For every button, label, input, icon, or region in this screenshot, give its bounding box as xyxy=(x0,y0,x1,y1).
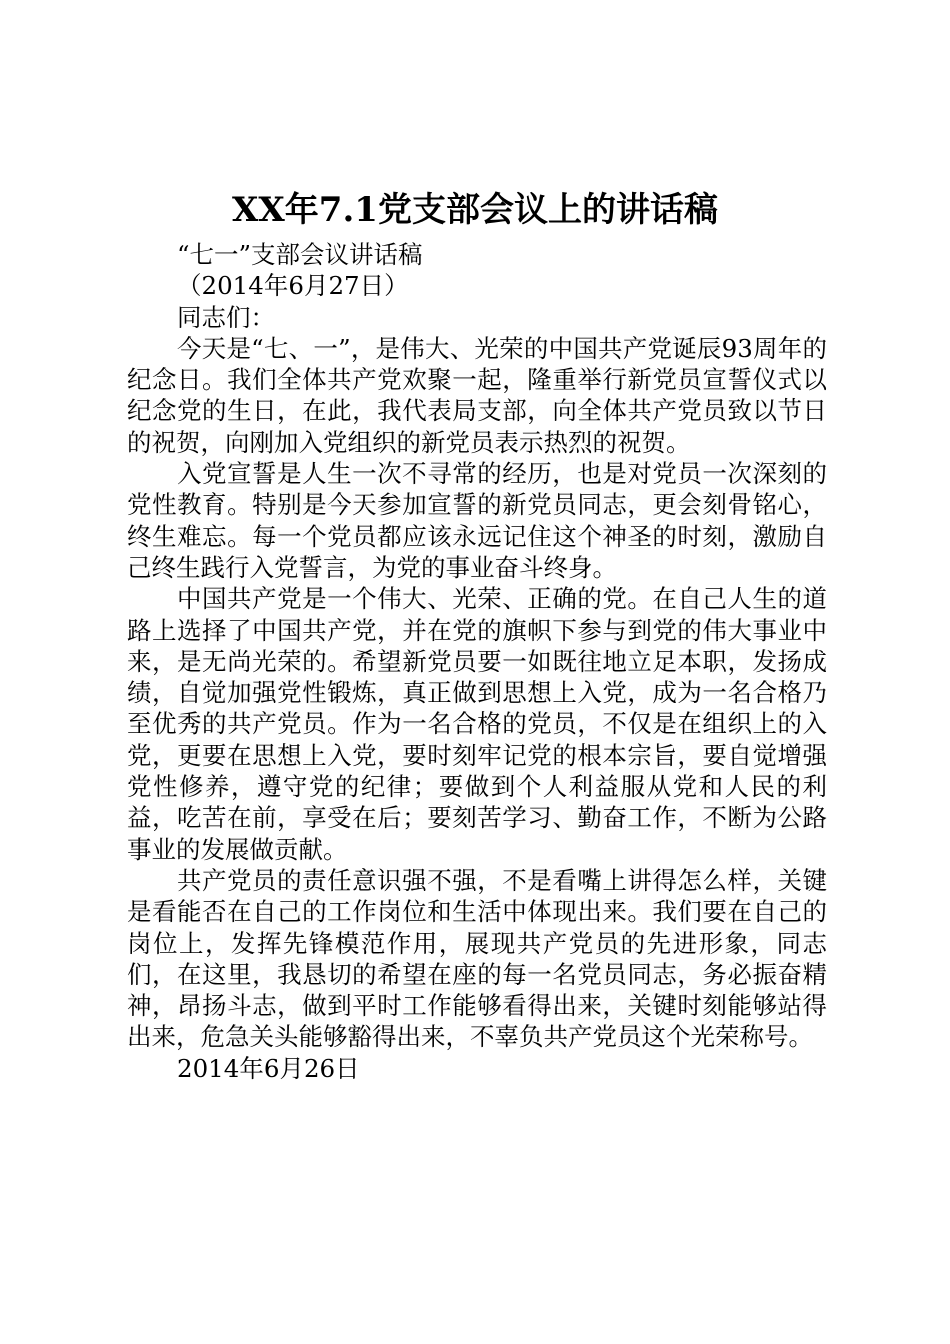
paragraph-3: 中国共产党是一个伟大、光荣、正确的党。在自己人生的道路上选择了中国共产党，并在党的旗帜下参与到党的伟大事业中来，是无尚光荣的。希望新党员要一如既往地立足本职，发扬成绩，自觉加强党性锻炼，真正做到思想上入党，成为一名合格乃至优秀的共产党员。作为一名合格的党员，不仅是在组织上的入党，更要在思想上入党，要时刻牢记党的根本宗旨，要自觉增强党性修养，遵守党的纪律；要做到个人利益服从党和人民的利益，吃苦在前，享受在后；要刻苦学习、勤奋工作，不断为公路事业的发展做贡献。 xyxy=(127,584,827,864)
paragraph-4: 共产党员的责任意识强不强，不是看嘴上讲得怎么样，关键是看能否在自己的工作岗位和生活中体现出来。我们要在自己的岗位上，发挥先锋模范作用，展现共产党员的先进形象，同志们，在这里，我恳切的希望在座的每一名党员同志，务必振奋精神，昂扬斗志，做到平时工作能够看得出来，关键时刻能够站得出来，危急关头能够豁得出来，不辜负共产党员这个光荣称号。 xyxy=(127,865,827,1052)
speech-date-line: （2014年6月27日） xyxy=(177,271,409,301)
closing-date: 2014年6月26日 xyxy=(177,1053,360,1083)
document-title: XX年7.1党支部会议上的讲话稿 xyxy=(232,190,718,230)
paragraph-1: 今天是“七、一”，是伟大、光荣的中国共产党诞辰93周年的纪念日。我们全体共产党欢聚一起，隆重举行新党员宣誓仪式以纪念党的生日，在此，我代表局支部，向全体共产党员致以节日的祝贺，向刚加入党组织的新党员表示热烈的祝贺。 xyxy=(127,333,827,457)
salutation: 同志们： xyxy=(177,302,275,332)
document-body xyxy=(127,239,827,1084)
paragraph-2: 入党宣誓是人生一次不寻常的经历，也是对党员一次深刻的党性教育。特别是今天参加宣誓的新党员同志，更会刻骨铭心，终生难忘。每一个党员都应该永远记住这个神圣的时刻，激励自己终生践行入党誓言，为党的事业奋斗终身。 xyxy=(127,459,827,582)
speech-subtitle: “七一”支部会议讲话稿 xyxy=(177,240,423,269)
